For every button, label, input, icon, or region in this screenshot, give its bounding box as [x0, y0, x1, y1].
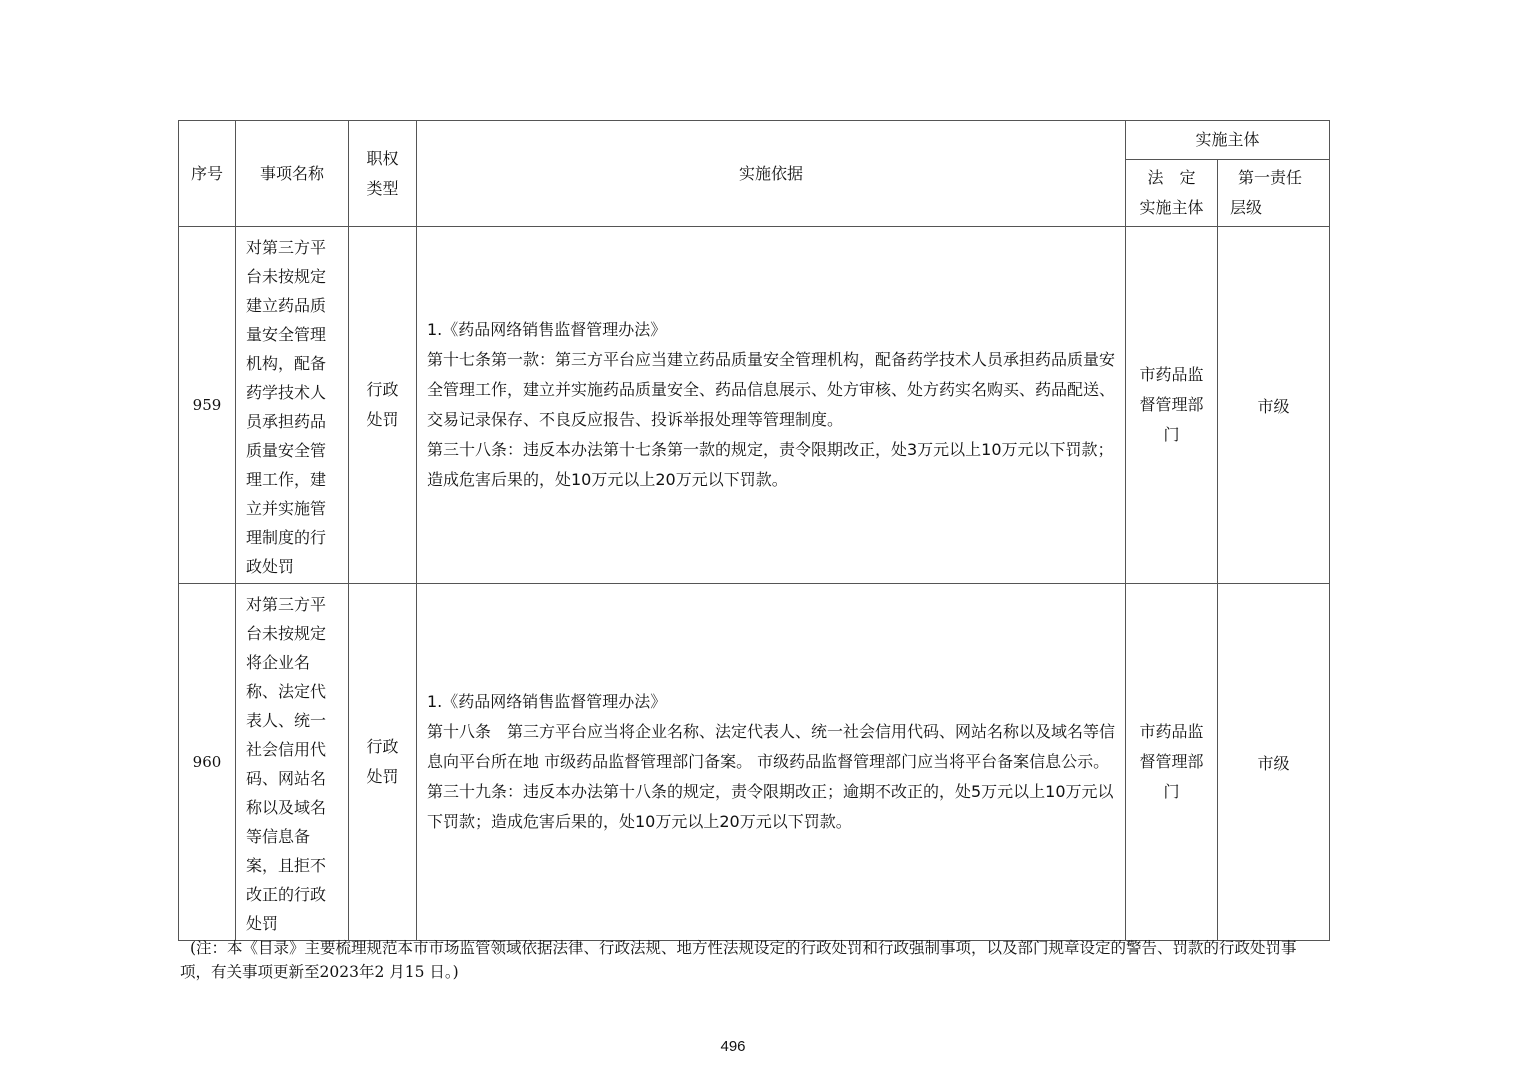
header-first-resp-line1: 第一责任	[1238, 168, 1303, 187]
basis-article: 第十七条第一款：第三方平台应当建立药品质量安全管理机构，配备药学技术人员承担药品质量安全管理工作，建立并实施药品质量安全、药品信息展示、处方审核、处方药实名购买、药品配送、交易记录保存、不良反应报告、投诉举报处理等管理制度。	[427, 350, 1116, 429]
header-item-name: 事项名称	[236, 121, 349, 227]
basis-article: 第十八条 第三方平台应当将企业名称、法定代表人、统一社会信用代码、网站名称以及域名等信息向平台所在地 市级药品监督管理部门备案。 市级药品监督管理部门应当将平台备案信息公示。	[427, 722, 1116, 771]
footnote: (注：本《目录》主要梳理规范本市市场监管领域依据法律、行政法规、地方性法规设定的行政处罚和行政强制事项，以及部门规章设定的警告、罚款的行政处罚事 项，有关事项更新至2023年2 月15 日。)	[180, 939, 1297, 981]
row-power-type	[349, 227, 417, 584]
row-legal-subject: 市药品监督管理部门	[1126, 227, 1218, 584]
row-legal-subject: 市药品监督管理部门	[1126, 584, 1218, 941]
basis-penalty-article: 第三十八条：违反本办法第十七条第一款的规定，责令限期改正，处3万元以上10万元以下罚款；造成危害后果的，处10万元以上20万元以下罚款。	[427, 440, 1114, 489]
header-first-resp	[1218, 160, 1330, 227]
row-seq: 959	[179, 227, 236, 584]
row-item-name	[236, 584, 349, 941]
catalog-table	[178, 120, 1330, 941]
basis-law-title: 1.《药品网络销售监督管理办法》	[427, 320, 667, 339]
header-power-type	[349, 121, 417, 227]
row-power-type-line2: 处罚	[366, 767, 399, 786]
row-first-level: 市级	[1218, 584, 1330, 941]
header-basis: 实施依据	[417, 121, 1126, 227]
row-power-type-line1: 行政	[366, 380, 399, 399]
row-power-type-line1: 行政	[366, 737, 399, 756]
header-power-type-line2: 类型	[366, 178, 399, 198]
row-seq: 960	[179, 584, 236, 941]
row-item-name-text: 对第三方平台未按规定建立药品质量安全管理机构，配备药学技术人员承担药品质量安全管理工作，建立并实施管理制度的行政处罚	[246, 238, 327, 576]
row-first-level: 市级	[1218, 227, 1330, 584]
header-row-1	[179, 121, 1330, 160]
header-power-type-line1: 职权	[366, 148, 399, 168]
table-row	[179, 227, 1330, 584]
row-power-type-line2: 处罚	[366, 410, 399, 429]
header-first-resp-line2: 层级	[1230, 198, 1263, 217]
basis-law-title: 1.《药品网络销售监督管理办法》	[427, 692, 667, 711]
header-legal-subject-line1: 法 定	[1147, 168, 1196, 187]
row-basis	[417, 227, 1126, 584]
row-item-name-text: 对第三方平台未按规定将企业名称、法定代表人、统一社会信用代码、网站名称以及域名等信息备案，且拒不改正的行政处罚	[246, 595, 327, 933]
basis-penalty-article: 第三十九条：违反本办法第十八条的规定，责令限期改正；逾期不改正的，处5万元以上10万元以下罚款；造成危害后果的，处10万元以上20万元以下罚款。	[427, 782, 1114, 831]
row-item-name	[236, 227, 349, 584]
header-subject-group: 实施主体	[1126, 121, 1330, 160]
page-number: 496	[720, 1038, 746, 1055]
table-row	[179, 584, 1330, 941]
header-legal-subject	[1126, 160, 1218, 227]
header-legal-subject-line2: 实施主体	[1139, 198, 1204, 217]
row-basis	[417, 584, 1126, 941]
row-power-type	[349, 584, 417, 941]
header-seq: 序号	[179, 121, 236, 227]
